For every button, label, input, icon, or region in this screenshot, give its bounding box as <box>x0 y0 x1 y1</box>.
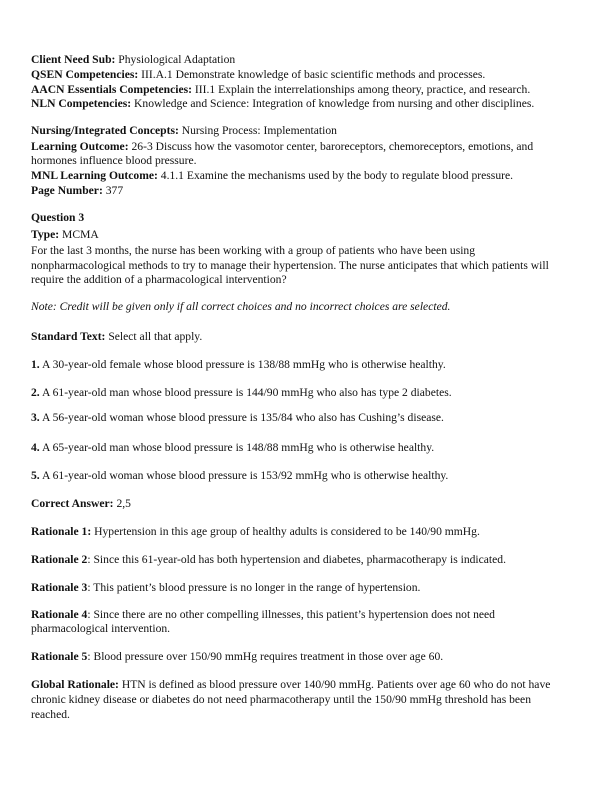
rationale-4 <box>31 608 495 622</box>
text: A 65-year-old man whose blood pressure is 148/88 mmHg who is otherwise healthy. <box>41 441 435 454</box>
text: : Blood pressure over 150/90 mmHg requires treatment in those over age 60. <box>87 650 444 663</box>
label: Rationale 4 <box>31 608 88 621</box>
num: 2. <box>31 386 40 399</box>
text: : Since this 61-year-old has both hypertension and diabetes, pharmacotherapy is indicated. <box>87 553 506 566</box>
aacn <box>31 83 530 97</box>
qsen <box>31 68 485 82</box>
text: A 61-year-old woman whose blood pressure is 153/92 mmHg who is otherwise healthy. <box>41 469 449 482</box>
stem-line: nonpharmacological methods to try to manage their hypertension. The nurse anticipates that which patients will <box>31 259 549 272</box>
standard-text <box>31 330 202 344</box>
num: 5. <box>31 469 40 482</box>
question-title <box>31 211 84 225</box>
label: Page Number: <box>31 184 103 197</box>
text: : This patient’s blood pressure is no longer in the range of hypertension. <box>87 581 421 594</box>
rationale-4-cont: pharmacological intervention. <box>31 622 171 635</box>
global-rationale <box>31 678 550 692</box>
text: Hypertension in this age group of healthy adults is considered to be 140/90 mmHg. <box>94 525 480 538</box>
label: Rationale 3 <box>31 581 88 594</box>
label: Client Need Sub: <box>31 53 116 66</box>
choice-3 <box>31 411 444 425</box>
text: A 56-year-old woman whose blood pressure is 135/84 who also has Cushing’s disease. <box>41 411 444 424</box>
learning-outcome <box>31 140 533 154</box>
rationale-3 <box>31 581 420 595</box>
concepts <box>31 124 337 138</box>
label: Learning Outcome: <box>31 140 129 153</box>
value: MCMA <box>62 228 99 241</box>
value: Knowledge and Science: Integration of knowledge from nursing and other disciplines. <box>134 97 535 110</box>
question-type <box>31 228 99 242</box>
value: Nursing Process: Implementation <box>181 124 337 137</box>
nln <box>31 97 534 111</box>
client-need <box>31 53 235 67</box>
label: AACN Essentials Competencies: <box>31 83 193 96</box>
label: Rationale 5 <box>31 650 88 663</box>
text: : Since there are no other compelling illnesses, this patient’s hypertension does not need <box>87 608 495 621</box>
stem-line: require the addition of a pharmacological intervention? <box>31 273 287 286</box>
value: III.1 Explain the interrelationships among theory, practice, and research. <box>194 83 531 96</box>
text: HTN is defined as blood pressure over 140/90 mmHg. Patients over age 60 who do not have <box>121 678 551 691</box>
rationale-2 <box>31 553 506 567</box>
value: III.A.1 Demonstrate knowledge of basic scientific methods and processes. <box>141 68 486 81</box>
num: 1. <box>31 358 40 371</box>
title: Question 3 <box>31 211 85 224</box>
label: Standard Text: <box>31 330 106 343</box>
choice-1 <box>31 358 446 372</box>
label: Correct Answer: <box>31 497 114 510</box>
label: QSEN Competencies: <box>31 68 139 81</box>
value: Physiological Adaptation <box>118 53 236 66</box>
label: Global Rationale: <box>31 678 119 691</box>
choice-4 <box>31 441 434 455</box>
stem-line: For the last 3 months, the nurse has been working with a group of patients who have been using <box>31 244 476 257</box>
global-rationale-cont: chronic kidney disease or diabetes do not need pharmacotherapy until the 150/90 mmHg threshold has been <box>31 693 532 706</box>
rationale-5 <box>31 650 443 664</box>
label: Rationale 1: <box>31 525 92 538</box>
choice-5 <box>31 469 448 483</box>
label: Nursing/Integrated Concepts: <box>31 124 179 137</box>
value: 2,5 <box>116 497 131 510</box>
rationale-1 <box>31 525 480 539</box>
value: 4.1.1 Examine the mechanisms used by the body to regulate blood pressure. <box>160 169 514 182</box>
correct-answer <box>31 497 131 511</box>
text: A 30-year-old female whose blood pressure is 138/88 mmHg who is otherwise healthy. <box>41 358 446 371</box>
label: Rationale 2 <box>31 553 88 566</box>
label: Type: <box>31 228 60 241</box>
label: NLN Competencies: <box>31 97 132 110</box>
value: 377 <box>105 184 124 197</box>
num: 4. <box>31 441 40 454</box>
global-rationale-cont: reached. <box>31 708 70 721</box>
value: 26-3 Discuss how the vasomotor center, baroreceptors, chemoreceptors, emotions, and <box>131 140 534 153</box>
mnl-outcome <box>31 169 513 183</box>
page-number <box>31 184 123 198</box>
label: MNL Learning Outcome: <box>31 169 158 182</box>
value: Select all that apply. <box>108 330 203 343</box>
num: 3. <box>31 411 40 424</box>
choice-2 <box>31 386 452 400</box>
text: A 61-year-old man whose blood pressure is 144/90 mmHg who also has type 2 diabetes. <box>41 386 452 399</box>
credit-note: Note: Credit will be given only if all correct choices and no incorrect choices are selected. <box>31 300 451 313</box>
learning-outcome-cont: hormones influence blood pressure. <box>31 154 197 167</box>
